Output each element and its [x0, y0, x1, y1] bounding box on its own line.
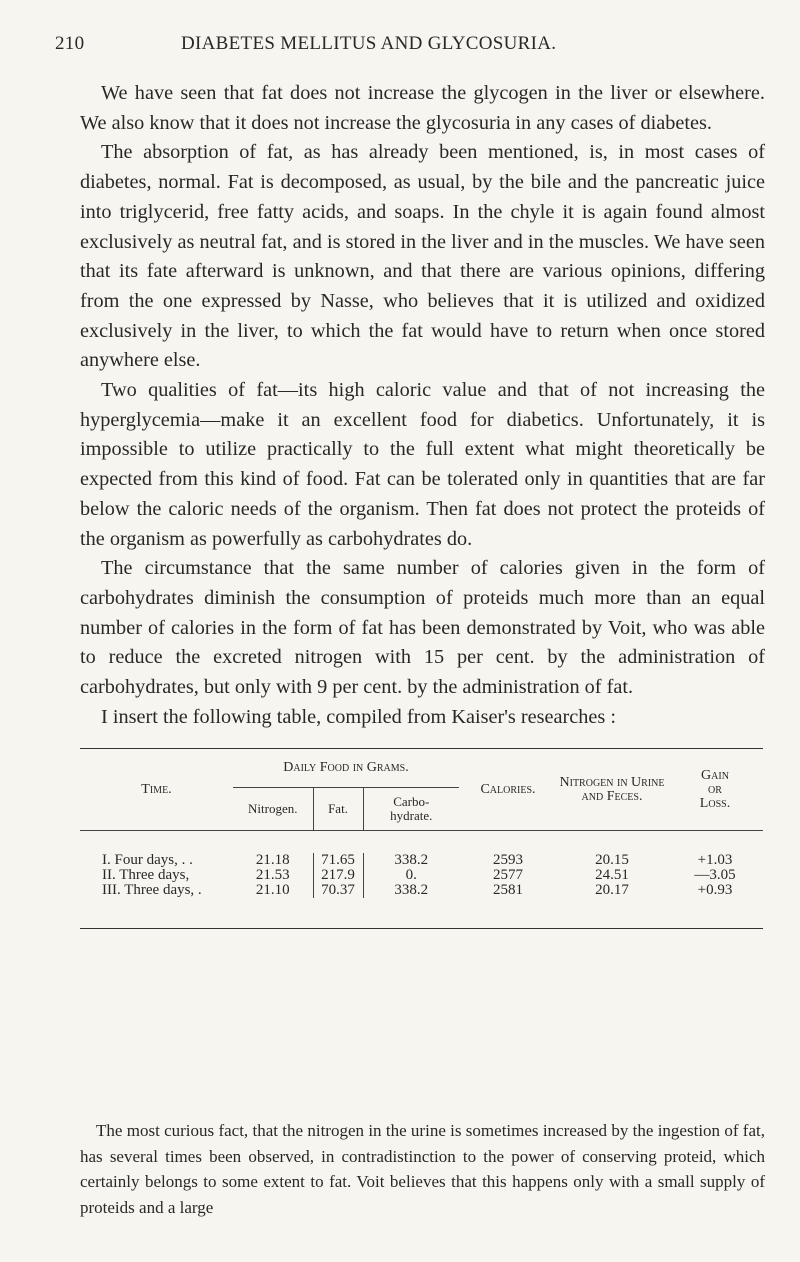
- col-header-carbohydrate: Carbo-hydrate.: [390, 794, 433, 823]
- paragraph: Two qualities of fat—its high caloric value and that of not increasing the hyperglycemia—make it an excellent food for diabetics. Unfortunately, it is impossible to utilize practically to the full extent what might theoretically be expected from this kind of food. Fat can be tolerated only in quantities that are far below the caloric needs of the organism. Then fat does not protect the proteids of the organism as powerfully as carbohydrates do.: [80, 379, 765, 550]
- table-row: I. Four days, . . 21.18 71.65 338.2 2593 20.15 +1.03: [102, 852, 733, 868]
- col-header-daily-food: Daily Food in Grams.: [233, 749, 459, 788]
- table-row: III. Three days, . 21.10 70.37 338.2 2581 20.17 +0.93: [102, 882, 733, 898]
- col-header-nitrogen-urine: Nitrogen in Urine and Feces.: [559, 774, 665, 804]
- table-bottom-rule: [80, 929, 763, 930]
- paragraph: The circumstance that the same number of calories given in the form of carbohydrates diminish the consumption of proteids much more than an equal number of calories in the form of fat has been demonstrated by Voit, who was able to reduce the excreted nitrogen with 15 per cent. by the administration of carbohydrates, but only with 9 per cent. by the administration of fat.: [80, 557, 765, 699]
- paragraph: We have seen that fat does not increase the glycogen in the liver or elsewhere. We also know that it does not increase the glycosuria in any cases of diabetes.: [80, 82, 765, 134]
- running-title: DIABETES MELLITUS AND GLYCOSURIA.: [181, 33, 557, 54]
- page-number: 210: [55, 33, 85, 54]
- table-row: II. Three days, 21.53 217.9 0. 2577 24.51 —3.05: [102, 867, 736, 883]
- col-header-gain-loss: Gain or Loss.: [699, 767, 731, 811]
- col-header-time: Time.: [141, 781, 172, 797]
- body-text: [80, 79, 765, 732]
- kaiser-table: [80, 748, 763, 929]
- paragraph: The most curious fact, that the nitrogen in the urine is sometimes increased by the ingestion of fat, has several times been observed, in contradistinction to the power of conserving proteid, which certainly belongs to some extent to fat. Voit believes that this happens only with a small supply of proteids and a large: [80, 1121, 765, 1217]
- paragraph: I insert the following table, compiled from Kaiser's researches :: [101, 705, 617, 728]
- col-header-calories: Calories.: [480, 781, 536, 797]
- paragraph: The absorption of fat, as has already been mentioned, is, in most cases of diabetes, normal. Fat is decomposed, as usual, by the bile and the pancreatic juice into triglycerid, free fatty acids, and soaps. In the chyle it is again found almost exclusively as neutral fat, and is stored in the liver and in the muscles. We have seen that its fate afterward is unknown, and that there are various opinions, differing from the one expressed by Nasse, who believes that it is utilized and oxidized exclusively in the liver, to which the fat would have to return when once stored anywhere else.: [80, 141, 765, 372]
- col-header-fat: Fat.: [313, 788, 363, 831]
- col-header-nitrogen: Nitrogen.: [233, 788, 313, 831]
- after-table-text: [80, 1118, 765, 1220]
